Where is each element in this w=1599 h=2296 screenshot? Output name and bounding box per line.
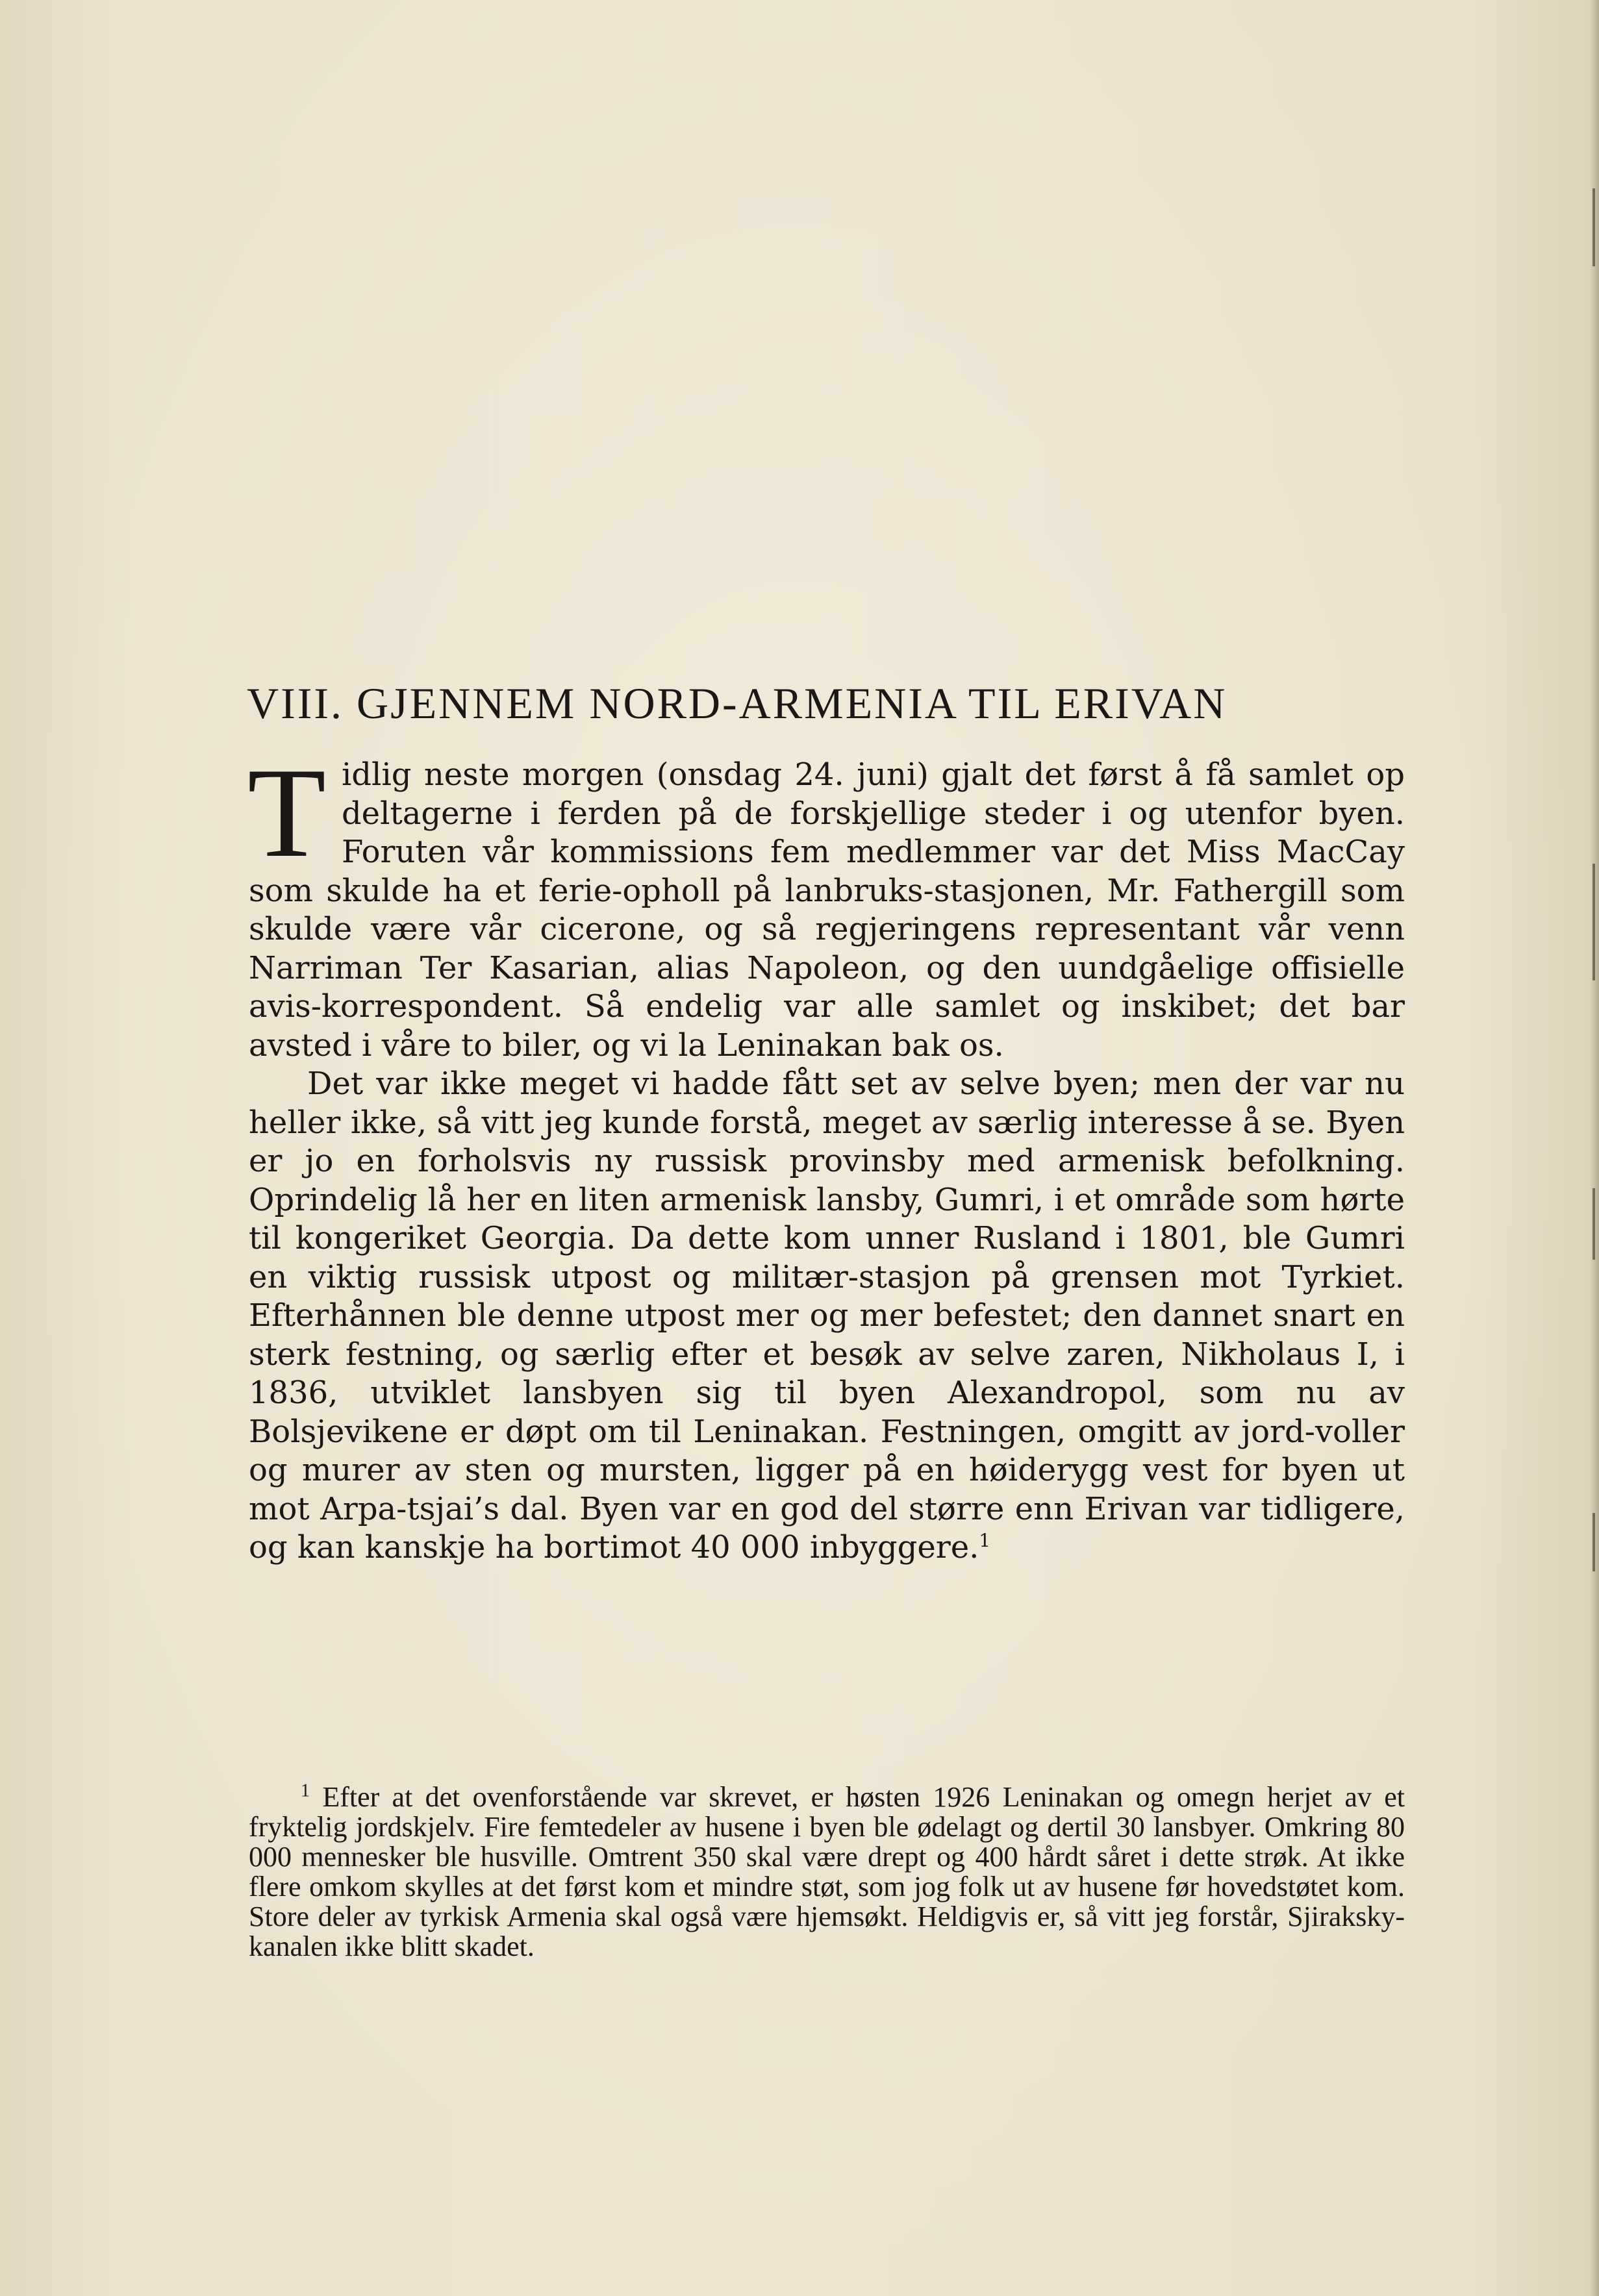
- page-edge-mark: [1593, 1513, 1595, 1571]
- footnote: [249, 1782, 1405, 1962]
- page-edge-mark: [1593, 188, 1595, 266]
- footnote-text: Efter at det ovenforstående var skrevet, er høsten 1926 Leninakan og omegn herjet av et fryktelig jordskjelv. Fire femtedeler av husene i byen ble ødelagt og dertil 30 lansbyer. Omkring 80 000 mennesker ble husville. Omtrent 350 skal være drept og 400 hårdt såret i dette strøk. At ikke flere omkom skylles at det først kom et mindre støt, som jog folk ut av husene før hovedstøtet kom. Store deler av tyrkisk Armenia skal også være hjemsøkt. Heldigvis er, så vitt jeg forstår, Sjiraksky-kanalen ikke blitt skadet.: [249, 1781, 1405, 1962]
- paragraph-text: Det var ikke meget vi hadde fått set av selve byen; men der var nu heller ikke, så vitt jeg kunde forstå, meget av særlig interesse å se. Byen er jo en forholsvis ny russisk provinsby med armenisk befolkning. Oprindelig lå her en liten armenisk lansby, Gumri, i et område som hørte til kongeriket Georgia. Da dette kom unner Rusland i 1801, ble Gumri en viktig russisk utpost og militær-stasjon på grensen mot Tyrkiet. Efterhånnen ble denne utpost mer og mer befestet; den dannet snart en sterk festning, og særlig efter et besøk av selve zaren, Nikholaus I, i 1836, utviklet lansbyen sig til byen Alexandropol, som nu av Bolsjevikene er døpt om til Leninakan. Festningen, omgitt av jord-voller og murer av sten og mursten, ligger på en høiderygg vest for byen ut mot Arpa-tsjai’s dal. Byen var en god del større enn Erivan var tidligere, og kan kanskje ha bortimot 40 000 inbyggere.: [249, 1066, 1405, 1566]
- chapter-body: [247, 742, 1405, 1567]
- page-edge-mark: [1593, 1188, 1595, 1260]
- footnote-marker: 1: [301, 1780, 310, 1801]
- paragraph: [247, 742, 1405, 1065]
- chapter-title: VIII. GJENNEM NORD-ARMENIA TIL ERIVAN: [247, 679, 1228, 728]
- page-edge-mark: [1593, 864, 1595, 980]
- paragraph: [249, 1065, 1405, 1567]
- drop-cap: T: [247, 742, 326, 884]
- paragraph-text: idlig neste morgen (onsdag 24. juni) gjalt det først å få samlet op deltagerne i ferden på de forskjellige steder i og utenfor byen. Foruten vår kommissions fem medlemmer var det Miss MacCay som skulde ha et ferie-opholl på lanbruks-stasjonen, Mr. Fathergill som skulde være vår cicerone, og så regjeringens representant vår venn Narriman Ter Kasarian, alias Napoleon, og den uundgåelige offisielle avis-korrespondent. Så endelig var alle samlet og inskibet; det bar avsted i våre to biler, og vi la Leninakan bak os.: [249, 756, 1405, 1064]
- footnote-reference[interactable]: 1: [979, 1530, 991, 1551]
- page-edge-shadow: [1590, 0, 1599, 2296]
